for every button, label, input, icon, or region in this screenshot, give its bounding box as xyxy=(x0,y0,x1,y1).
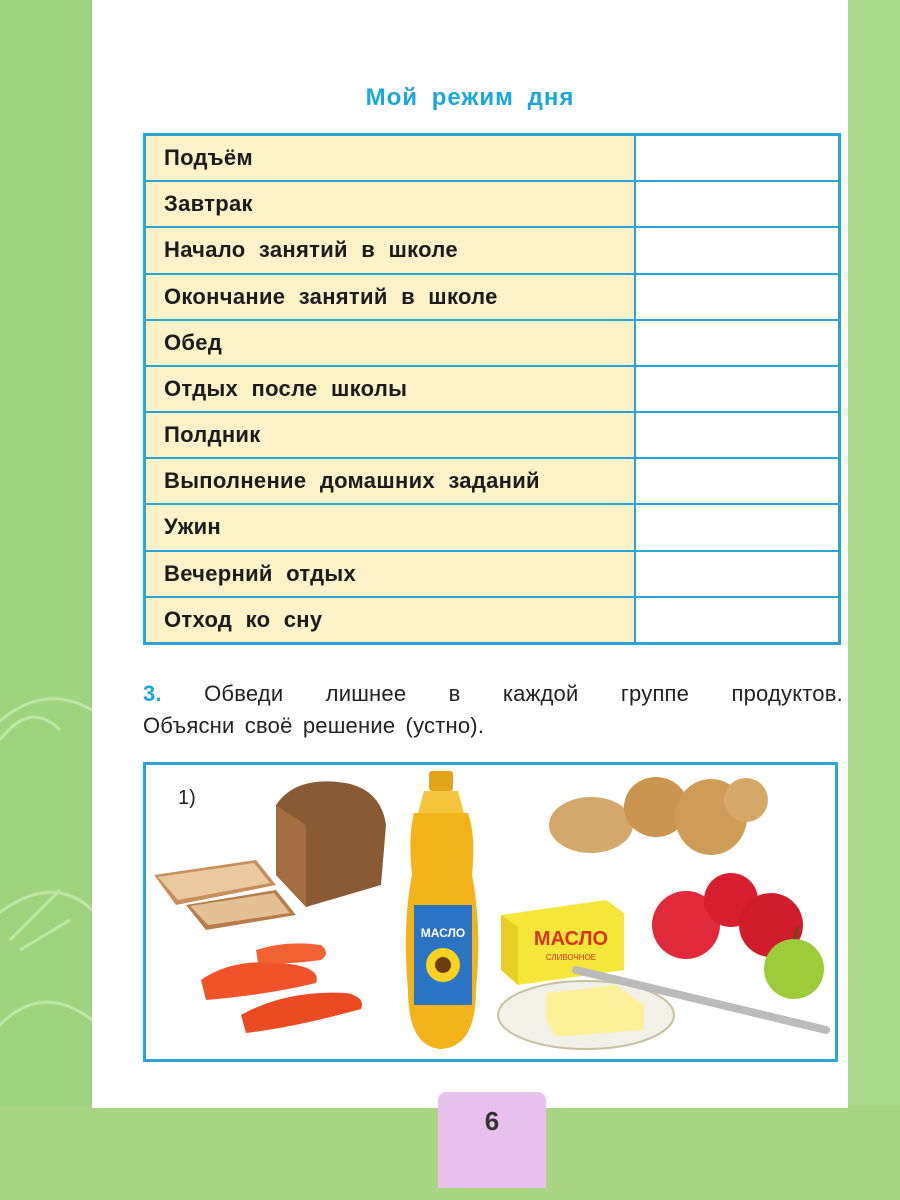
butter-label: МАСЛО xyxy=(533,928,609,950)
bottle-label: МАСЛО xyxy=(420,926,466,940)
schedule-activity-label: Отход ко сну xyxy=(145,597,636,644)
schedule-row xyxy=(145,412,840,458)
schedule-activity-label: Ужин xyxy=(145,504,636,550)
oil-bottle-icon xyxy=(406,771,479,1049)
potato-icon xyxy=(549,777,768,855)
task-word: каждой xyxy=(502,681,579,706)
page-title: Мой режим дня xyxy=(365,84,575,111)
schedule-row xyxy=(145,504,840,550)
schedule-activity-label: Обед xyxy=(145,320,636,366)
task-3 xyxy=(143,678,843,742)
task-word: продуктов. xyxy=(731,681,843,706)
schedule-time-cell[interactable] xyxy=(635,135,840,182)
task-instruction-line-2: Объясни своё решение (устно). xyxy=(143,713,485,738)
schedule-time-cell[interactable] xyxy=(635,320,840,366)
schedule-activity-label: Окончание занятий в школе xyxy=(145,274,636,320)
page-number: 6 xyxy=(438,1092,546,1188)
schedule-activity-label: Завтрак xyxy=(145,181,636,227)
carrot-icon xyxy=(201,943,362,1033)
schedule-time-cell[interactable] xyxy=(635,366,840,412)
schedule-row xyxy=(145,135,840,182)
schedule-activity-label: Полдник xyxy=(145,412,636,458)
daily-schedule-table xyxy=(143,133,841,645)
schedule-row xyxy=(145,320,840,366)
task-word: Обведи xyxy=(204,681,284,706)
task-instruction-line-1 xyxy=(143,678,843,710)
food-illustration xyxy=(146,765,838,1062)
schedule-activity-label: Подъём xyxy=(145,135,636,182)
task-word: лишнее xyxy=(325,681,407,706)
schedule-row xyxy=(145,551,840,597)
schedule-row xyxy=(145,274,840,320)
butter-sublabel: СЛИВОЧНОЕ xyxy=(545,953,597,962)
task-word: в xyxy=(448,681,461,706)
schedule-time-cell[interactable] xyxy=(635,551,840,597)
schedule-row xyxy=(145,366,840,412)
schedule-activity-label: Вечерний отдых xyxy=(145,551,636,597)
background-right-stripe xyxy=(848,0,900,1200)
apple-icon xyxy=(652,873,824,999)
schedule-time-cell[interactable] xyxy=(635,181,840,227)
leaf-pattern-decoration xyxy=(0,560,92,1120)
food-picture-frame xyxy=(143,762,838,1062)
schedule-time-cell[interactable] xyxy=(635,412,840,458)
schedule-row xyxy=(145,597,840,644)
schedule-time-cell[interactable] xyxy=(635,227,840,273)
schedule-time-cell[interactable] xyxy=(635,458,840,504)
schedule-activity-label: Отдых после школы xyxy=(145,366,636,412)
group-label: 1) xyxy=(178,787,196,809)
schedule-activity-label: Начало занятий в школе xyxy=(145,227,636,273)
schedule-row xyxy=(145,227,840,273)
schedule-time-cell[interactable] xyxy=(635,274,840,320)
schedule-row xyxy=(145,181,840,227)
task-word: группе xyxy=(620,681,690,706)
task-number: 3. xyxy=(143,681,162,706)
schedule-activity-label: Выполнение домашних заданий xyxy=(145,458,636,504)
schedule-time-cell[interactable] xyxy=(635,597,840,644)
schedule-row xyxy=(145,458,840,504)
schedule-time-cell[interactable] xyxy=(635,504,840,550)
